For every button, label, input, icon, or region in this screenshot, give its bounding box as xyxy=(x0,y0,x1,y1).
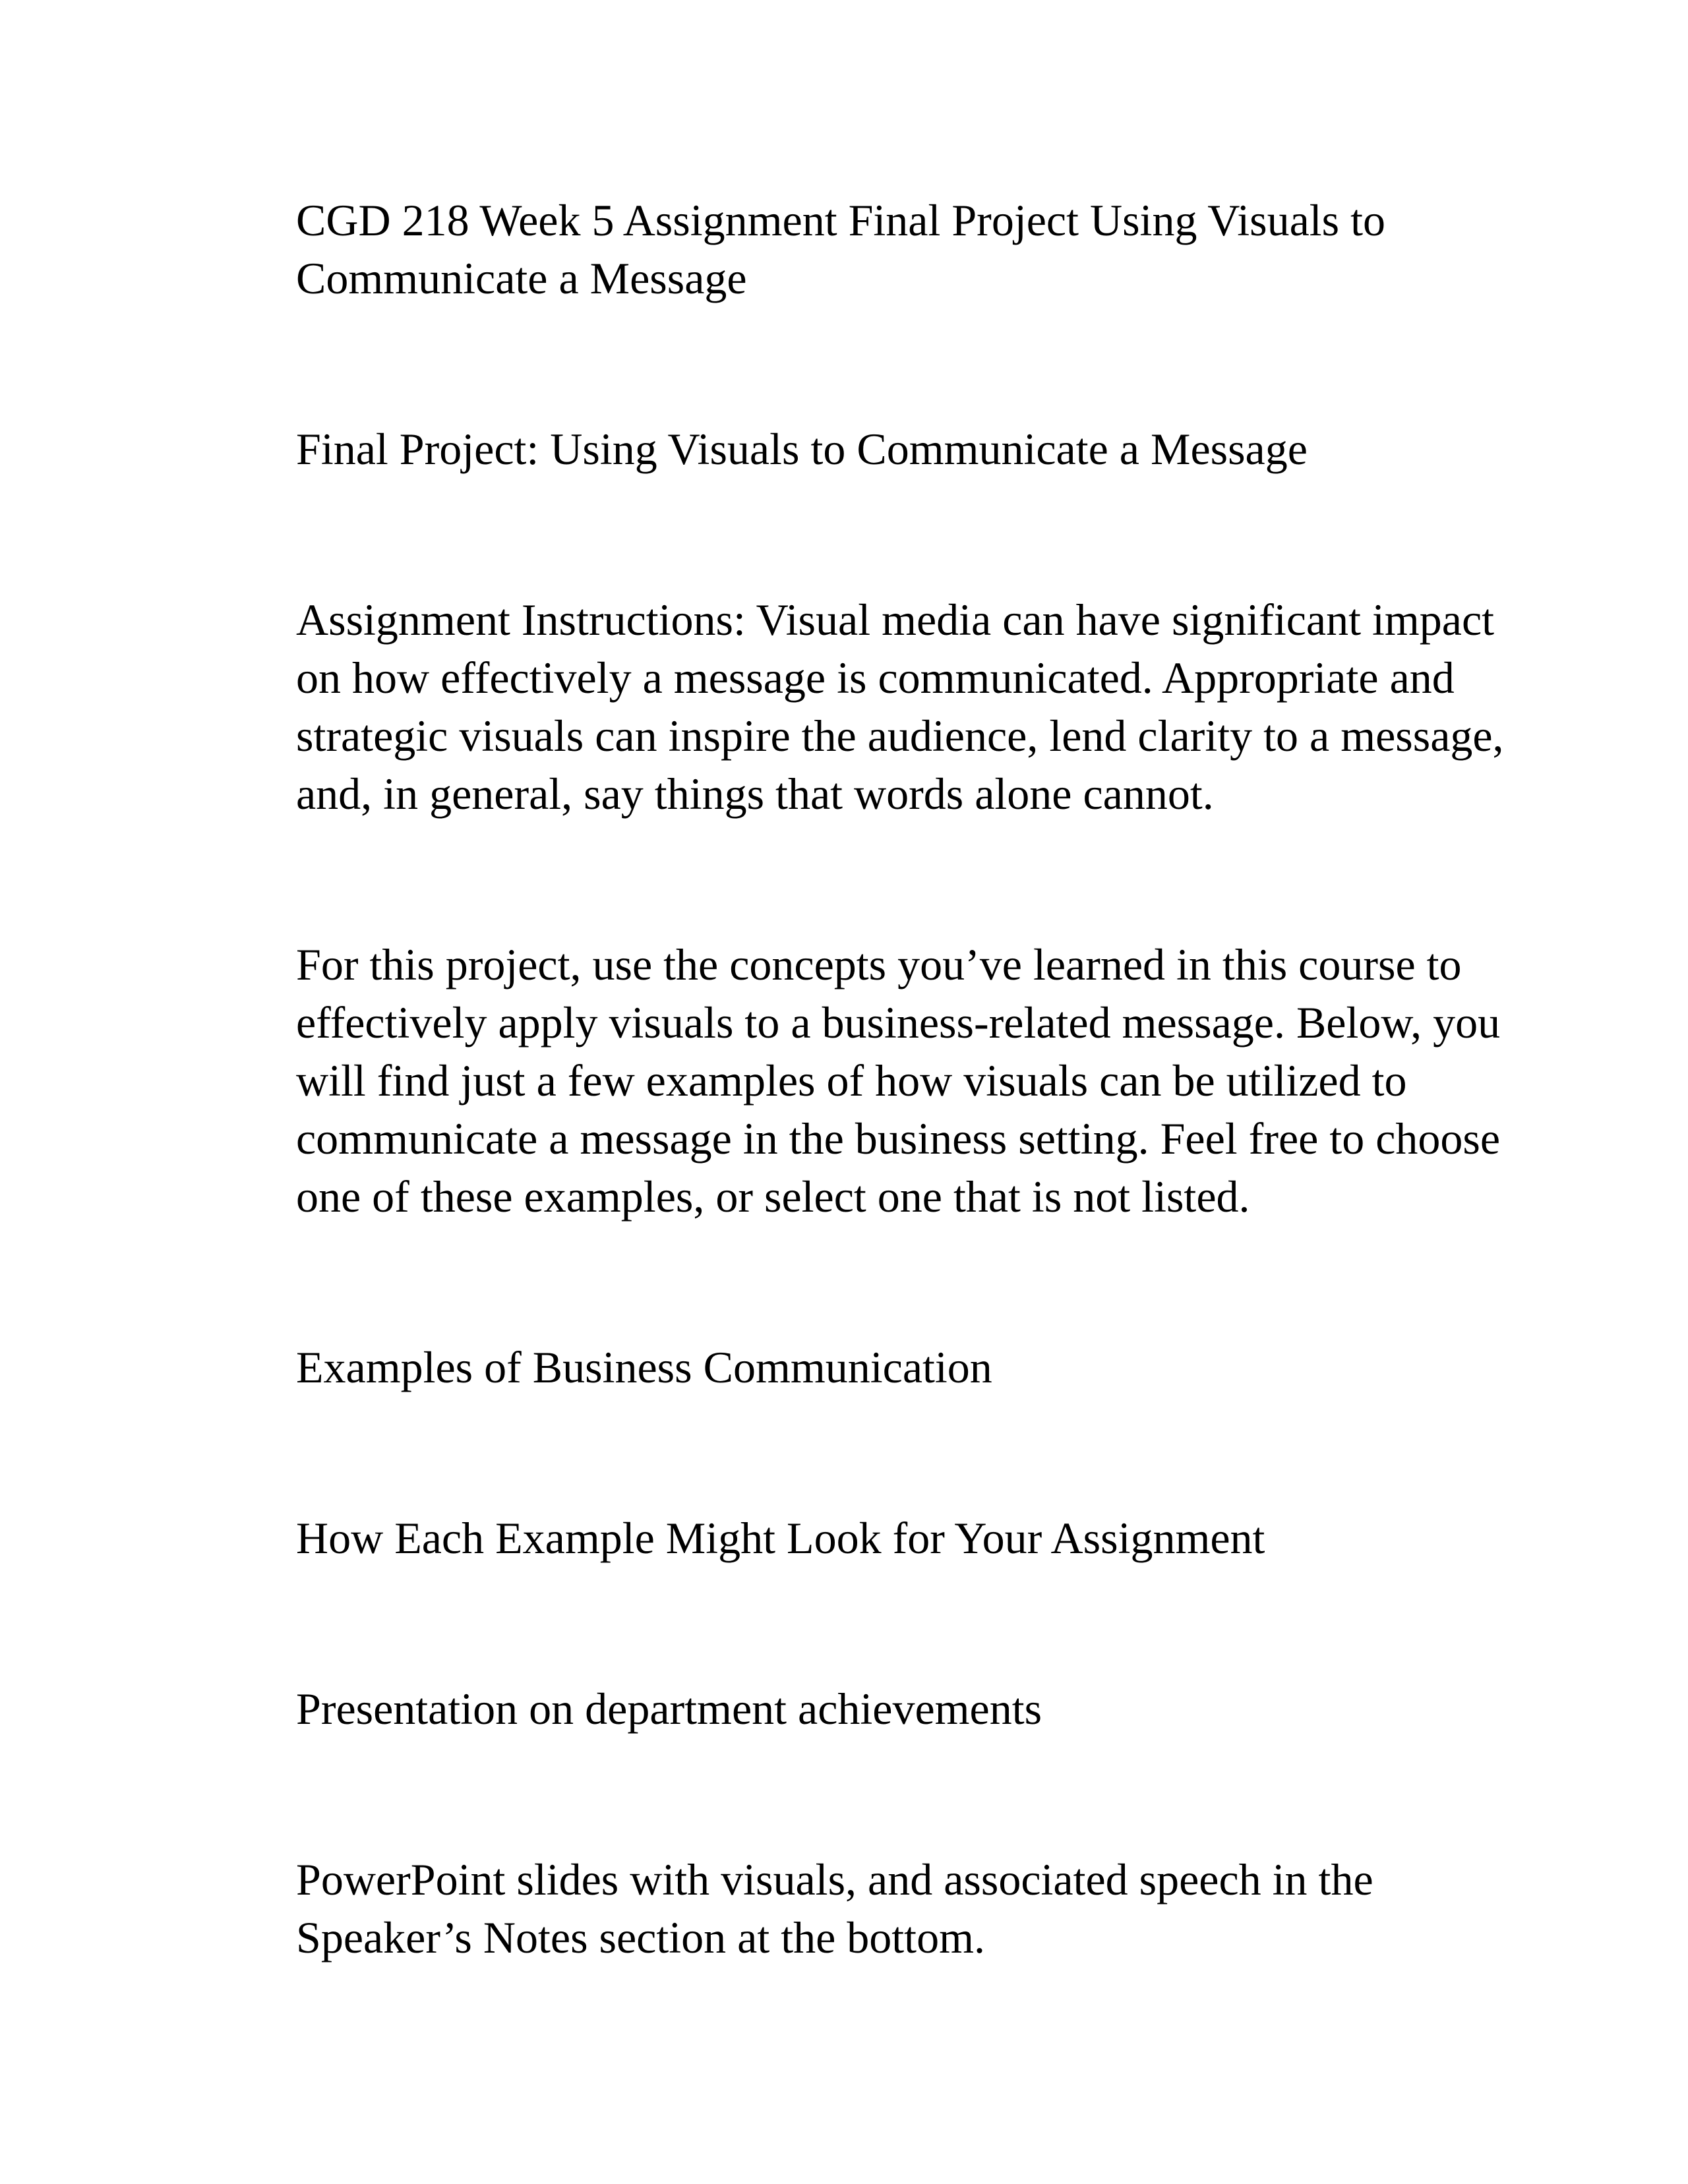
document-body xyxy=(296,191,1522,2079)
example-item: Presentation on department achievements xyxy=(296,1684,1042,1734)
document-title: CGD 218 Week 5 Assignment Final Project Using Visuals to Communicate a Message xyxy=(296,195,1386,303)
example-description: PowerPoint slides with visuals, and associated speech in the Speaker’s Notes section at the bottom. xyxy=(296,1854,1373,1963)
project-heading: Final Project: Using Visuals to Communicate a Message xyxy=(296,424,1308,474)
project-description-paragraph: For this project, use the concepts you’ve learned in this course to effectively apply visuals to a business-related message. Below, you will find just a few examples of how visuals can be utilized to communicate a message in the business setting. Feel free to choose one of these examples, or select one that is not listed. xyxy=(296,939,1501,1222)
examples-subheading: How Each Example Might Look for Your Assignment xyxy=(296,1513,1265,1563)
examples-heading: Examples of Business Communication xyxy=(296,1342,992,1392)
assignment-instructions-paragraph: Assignment Instructions: Visual media can have significant impact on how effectively a message is communicated. Appropriate and strategic visuals can inspire the audience, lend clarity to a message, and, in general, say things that words alone cannot. xyxy=(296,595,1504,819)
